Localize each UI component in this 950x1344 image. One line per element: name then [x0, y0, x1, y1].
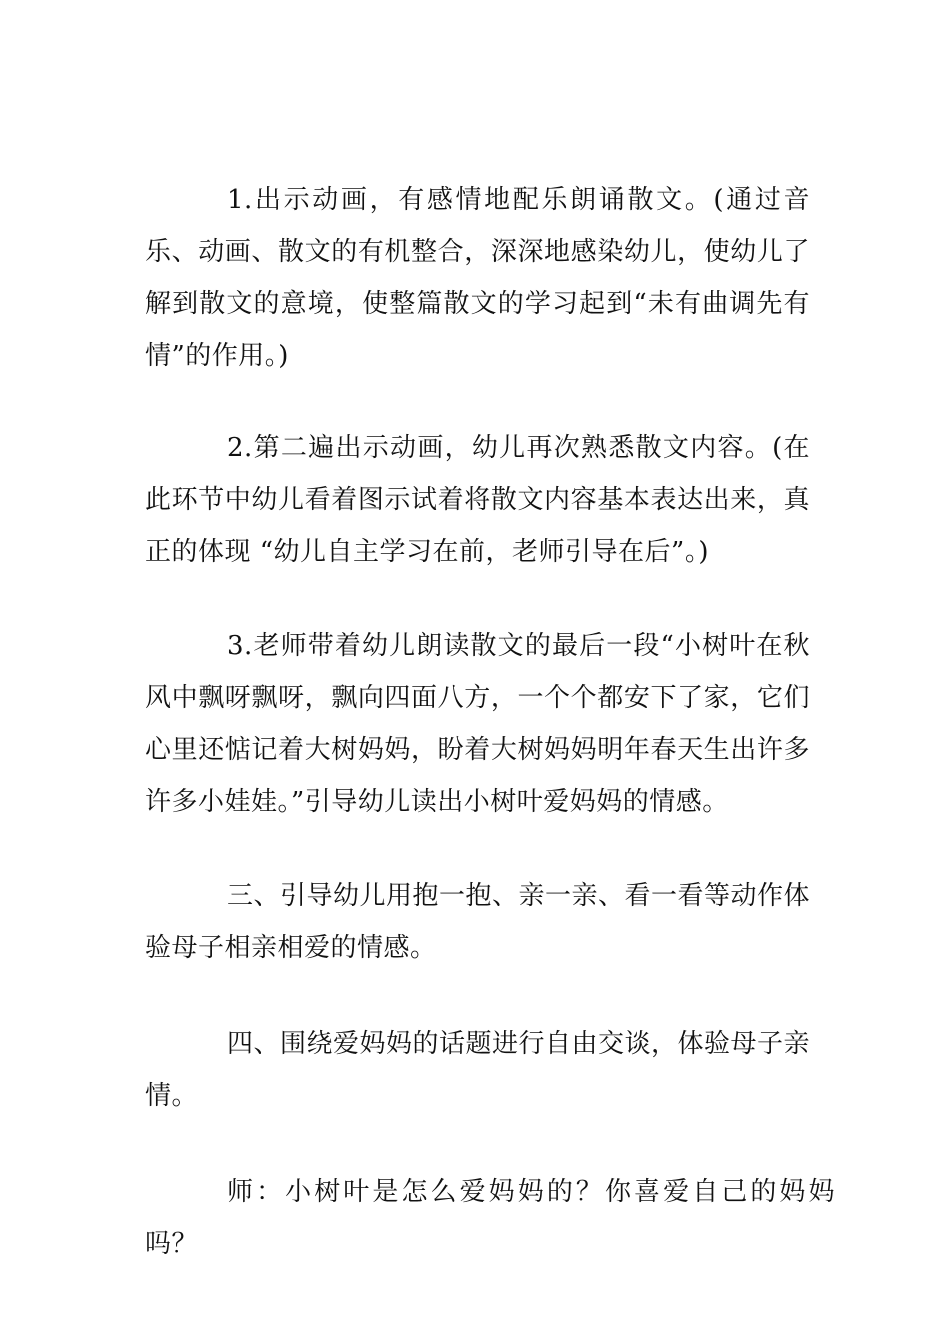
paragraph-section-3: 三、引导幼儿用抱一抱、亲一亲、看一看等动作体验母子相亲相爱的情感。 [145, 881, 811, 963]
paragraph-step-1: 1.出示动画，有感情地配乐朗诵散文。(通过音乐、动画、散文的有机整合，深深地感染幼儿，使幼儿了解到散文的意境，使整篇散文的学习起到“未有曲调先有情”的作用。) [145, 185, 810, 371]
paragraph-teacher-question: 师：小树叶是怎么爱妈妈的？你喜爱自己的妈妈吗？ [145, 1177, 835, 1259]
paragraph-section-4: 四、围绕爱妈妈的话题进行自由交谈，体验母子亲情。 [145, 1029, 811, 1111]
paragraph-step-2: 2.第二遍出示动画，幼儿再次熟悉散文内容。(在此环节中幼儿看着图示试着将散文内容基本表达出来，真正的体现 “幼儿自主学习在前，老师引导在后”。) [145, 433, 810, 567]
paragraph-step-3: 3.老师带着幼儿朗读散文的最后一段“小树叶在秋风中飘呀飘呀，飘向四面八方，一个个都安下了家，它们心里还惦记着大树妈妈，盼着大树妈妈明年春天生出许多许多小娃娃。”引导幼儿读出小树叶爱妈妈的情感。 [145, 631, 810, 817]
